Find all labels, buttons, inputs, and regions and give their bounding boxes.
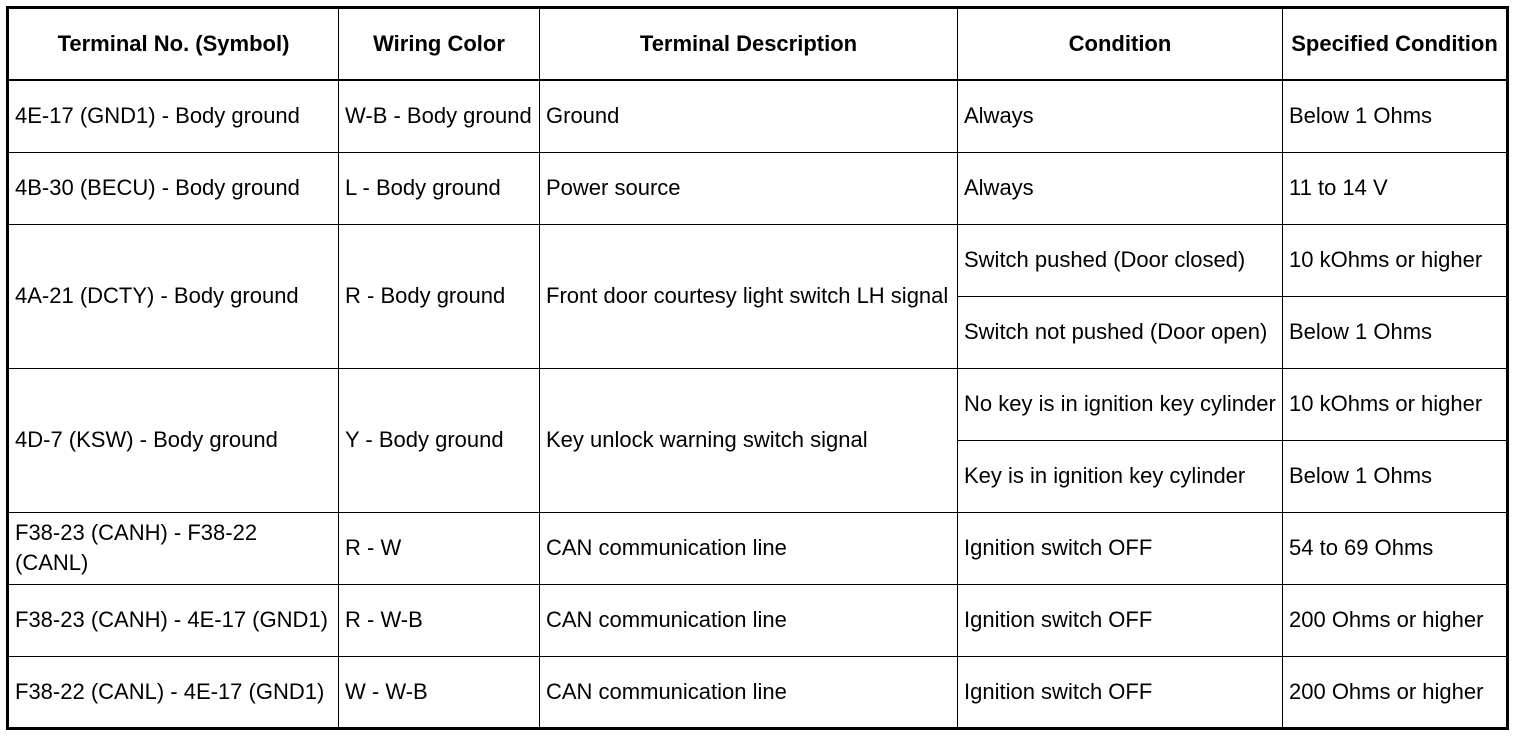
description-cell: Ground xyxy=(540,80,958,152)
header-row xyxy=(8,8,1508,81)
table-row xyxy=(8,584,1508,656)
specified-condition-cell: Below 1 Ohms xyxy=(1283,296,1508,368)
header-specified-condition: Specified Condition xyxy=(1283,8,1508,81)
wiring-color-cell: W - W-B xyxy=(339,656,540,728)
specified-condition-cell: 200 Ohms or higher xyxy=(1283,656,1508,728)
description-cell: CAN communication line xyxy=(540,656,958,728)
terminal-cell: 4A-21 (DCTY) - Body ground xyxy=(8,224,339,368)
specified-condition-cell: 10 kOhms or higher xyxy=(1283,224,1508,296)
table-row xyxy=(8,152,1508,224)
specified-condition-cell: Below 1 Ohms xyxy=(1283,440,1508,512)
condition-cell: Switch not pushed (Door open) xyxy=(958,296,1283,368)
description-cell: CAN communication line xyxy=(540,584,958,656)
specified-condition-cell: 54 to 69 Ohms xyxy=(1283,512,1508,584)
header-wiring-color: Wiring Color xyxy=(339,8,540,81)
wiring-color-cell: R - W-B xyxy=(339,584,540,656)
table-row xyxy=(8,224,1508,296)
terminal-cell: 4E-17 (GND1) - Body ground xyxy=(8,80,339,152)
table-row xyxy=(8,512,1508,584)
condition-cell: Ignition switch OFF xyxy=(958,584,1283,656)
description-cell: CAN communication line xyxy=(540,512,958,584)
description-cell: Front door courtesy light switch LH signal xyxy=(540,224,958,368)
condition-cell: Ignition switch OFF xyxy=(958,512,1283,584)
specified-condition-cell: Below 1 Ohms xyxy=(1283,80,1508,152)
terminal-cell: F38-23 (CANH) - F38-22 (CANL) xyxy=(8,512,339,584)
table-row xyxy=(8,368,1508,440)
condition-cell: Switch pushed (Door closed) xyxy=(958,224,1283,296)
header-condition: Condition xyxy=(958,8,1283,81)
wiring-color-cell: R - Body ground xyxy=(339,224,540,368)
wiring-color-cell: L - Body ground xyxy=(339,152,540,224)
description-cell: Power source xyxy=(540,152,958,224)
wiring-color-cell: R - W xyxy=(339,512,540,584)
condition-cell: No key is in ignition key cylinder xyxy=(958,368,1283,440)
header-terminal: Terminal No. (Symbol) xyxy=(8,8,339,81)
terminal-cell: 4D-7 (KSW) - Body ground xyxy=(8,368,339,512)
table-row xyxy=(8,656,1508,728)
wiring-color-cell: Y - Body ground xyxy=(339,368,540,512)
specified-condition-cell: 11 to 14 V xyxy=(1283,152,1508,224)
condition-cell: Always xyxy=(958,80,1283,152)
terminal-cell: F38-22 (CANL) - 4E-17 (GND1) xyxy=(8,656,339,728)
terminal-inspection-table xyxy=(6,6,1509,730)
description-cell: Key unlock warning switch signal xyxy=(540,368,958,512)
terminal-cell: 4B-30 (BECU) - Body ground xyxy=(8,152,339,224)
condition-cell: Ignition switch OFF xyxy=(958,656,1283,728)
condition-cell: Always xyxy=(958,152,1283,224)
specified-condition-cell: 200 Ohms or higher xyxy=(1283,584,1508,656)
table-row xyxy=(8,80,1508,152)
specified-condition-cell: 10 kOhms or higher xyxy=(1283,368,1508,440)
wiring-color-cell: W-B - Body ground xyxy=(339,80,540,152)
header-terminal-description: Terminal Description xyxy=(540,8,958,81)
condition-cell: Key is in ignition key cylinder xyxy=(958,440,1283,512)
terminal-cell: F38-23 (CANH) - 4E-17 (GND1) xyxy=(8,584,339,656)
